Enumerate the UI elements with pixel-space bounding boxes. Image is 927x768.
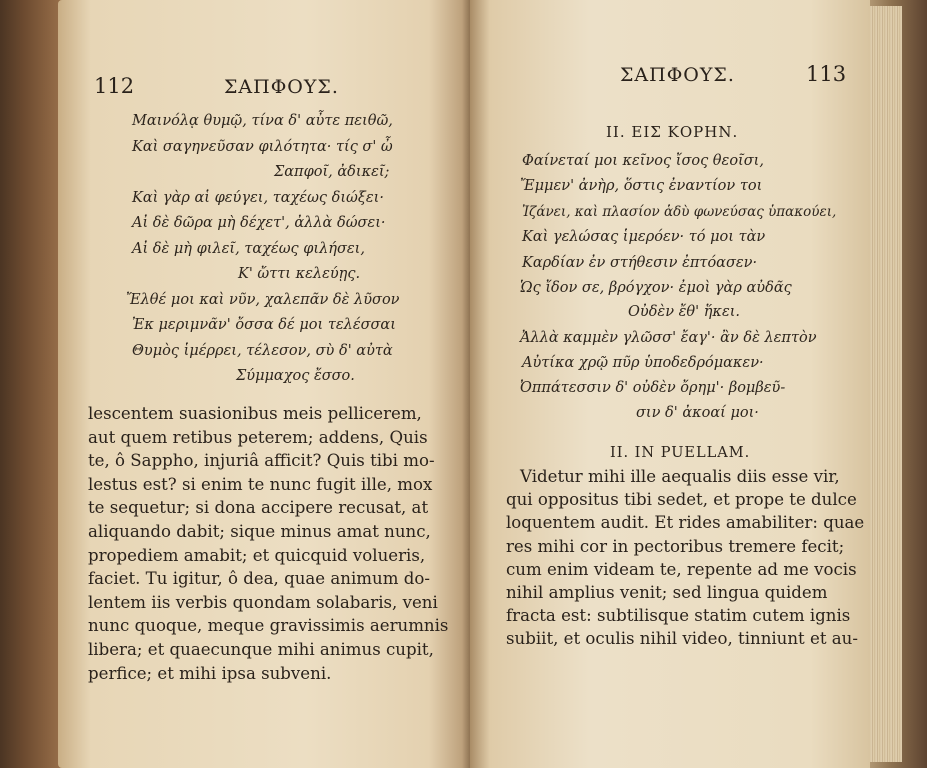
- latin-line: loquentem audit. Et rides amabiliter: quae: [506, 513, 865, 533]
- latin-line: propediem amabit; et quicquid volueris,: [88, 545, 426, 565]
- latin-line: te sequetur; si dona accipere recusat, at: [88, 498, 429, 518]
- greek-verse-line: Καὶ γὰρ αἱ φεύγει, ταχέως διώξει·: [132, 190, 384, 206]
- greek-poem-title: II. ΕΙΣ ΚΟΡΗΝ.: [606, 123, 739, 141]
- left-latin-prose: [88, 402, 449, 685]
- latin-line: fracta est: subtilisque statim cutem ignis: [506, 606, 851, 626]
- right-running-head: ΣΑΠΦΟΥΣ.: [620, 64, 735, 86]
- left-running-head: ΣΑΠΦΟΥΣ.: [224, 76, 339, 98]
- latin-line: aut quem retibus peterem; addens, Quis: [88, 427, 428, 447]
- latin-line: qui oppositus tibi sedet, et prope te dulce: [506, 490, 857, 510]
- greek-verse-line: Αἰ δὲ δῶρα μὴ δέχετ', ἀλλὰ δώσει·: [132, 215, 386, 231]
- greek-verse-line: Ἔλθέ μοι καὶ νῦν, χαλεπᾶν δὲ λῦσον: [126, 292, 400, 308]
- latin-line: subiit, et oculis nihil video, tinniunt et au-: [506, 629, 858, 649]
- latin-line: faciet. Tu igitur, ô dea, quae animum do-: [88, 569, 430, 589]
- greek-verse-line: Αὐτίκα χρῷ πῦρ ὑποδεδρόμακεν·: [522, 355, 764, 371]
- greek-verse-line: Καρδίαν ἐν στήθεσιν ἐπτόασεν·: [522, 255, 758, 271]
- latin-poem-title: II. IN PUELLAM.: [610, 445, 751, 461]
- latin-line: res mihi cor in pectoribus tremere fecit;: [506, 536, 845, 556]
- latin-line: libera; et quaecunque mihi animus cupit,: [88, 639, 434, 659]
- greek-verse-line: Οὐδὲν ἔθ' ἥκει.: [628, 304, 741, 320]
- page-edges: [868, 6, 902, 762]
- right-page-number: 113: [806, 62, 847, 86]
- greek-verse-line: σιν δ' ἀκοαί μοι·: [636, 405, 759, 421]
- left-page-number: 112: [94, 74, 135, 98]
- greek-verse-line: Ἐκ μεριμνᾶν' ὄσσα δέ μοι τελέσσαι: [132, 317, 396, 333]
- greek-verse-line: Φαίνεταί μοι κεῖνος ἴσος θεοῖσι,: [522, 153, 764, 169]
- greek-verse-line: Ἔμμεν' ἀνὴρ, ὅστις ἐναντίον τοι: [520, 178, 763, 194]
- greek-verse-line: Σύμμαχος ἔσσο.: [236, 368, 355, 384]
- greek-verse-line: Ὀππάτεσσιν δ' οὐδὲν ὄρημ'· βομβεῦ-: [520, 380, 786, 396]
- latin-line: perfice; et mihi ipsa subveni.: [88, 663, 332, 683]
- greek-verse-line: Ἰζάνει, καὶ πλασίον ἁδὺ φωνεύσας ὑπακούει,: [522, 204, 837, 220]
- latin-line: lestus est? si enim te nunc fugit ille, mox: [88, 474, 433, 494]
- greek-verse-line: Θυμὸς ἱμέρρει, τέλεσον, σὺ δ' αὐτὰ: [132, 343, 393, 359]
- right-latin-prose: [506, 465, 865, 651]
- greek-verse-line: Αἰ δὲ μὴ φιλεῖ, ταχέως φιλήσει,: [132, 241, 365, 257]
- greek-verse-line: Καὶ γελώσας ἱμερόεν· τό μοι τὰν: [522, 229, 766, 245]
- greek-verse-line: Κ' ὤττι κελεύῃς.: [238, 266, 361, 282]
- latin-line: lescentem suasionibus meis pellicerem,: [88, 404, 422, 423]
- latin-line: Videtur mihi ille aequalis diis esse vir,: [520, 467, 840, 486]
- latin-line: nihil amplius venit; sed lingua quidem: [506, 583, 828, 603]
- greek-verse-line: Ὡς ἴδον σε, βρόγχον· ἐμοὶ γὰρ αὐδᾶς: [520, 280, 792, 296]
- right-page: [470, 0, 870, 768]
- greek-verse-line: Ἀλλὰ καμμὲν γλῶσσ' ἔαγ'· ἂν δὲ λεπτὸν: [520, 330, 817, 346]
- latin-line: lentem iis verbis quondam solabaris, veni: [88, 592, 438, 612]
- latin-line: te, ô Sappho, injuriâ afficit? Quis tibi mo-: [88, 451, 435, 471]
- greek-verse-line: Καὶ σαγηνεῦσαν φιλότητα· τίς σ' ὦ: [132, 139, 393, 155]
- latin-line: cum enim videam te, repente ad me vocis: [506, 559, 857, 579]
- greek-verse-line: Σαπφοῖ, ἀδικεῖ;: [274, 164, 390, 180]
- latin-line: nunc quoque, meque gravissimis aerumnis: [88, 616, 449, 636]
- left-page: [58, 0, 470, 768]
- greek-verse-line: Μαινόλᾳ θυμῷ, τίνα δ' αὖτε πειθῶ,: [132, 113, 393, 129]
- latin-line: aliquando dabit; sique minus amat nunc,: [88, 521, 431, 541]
